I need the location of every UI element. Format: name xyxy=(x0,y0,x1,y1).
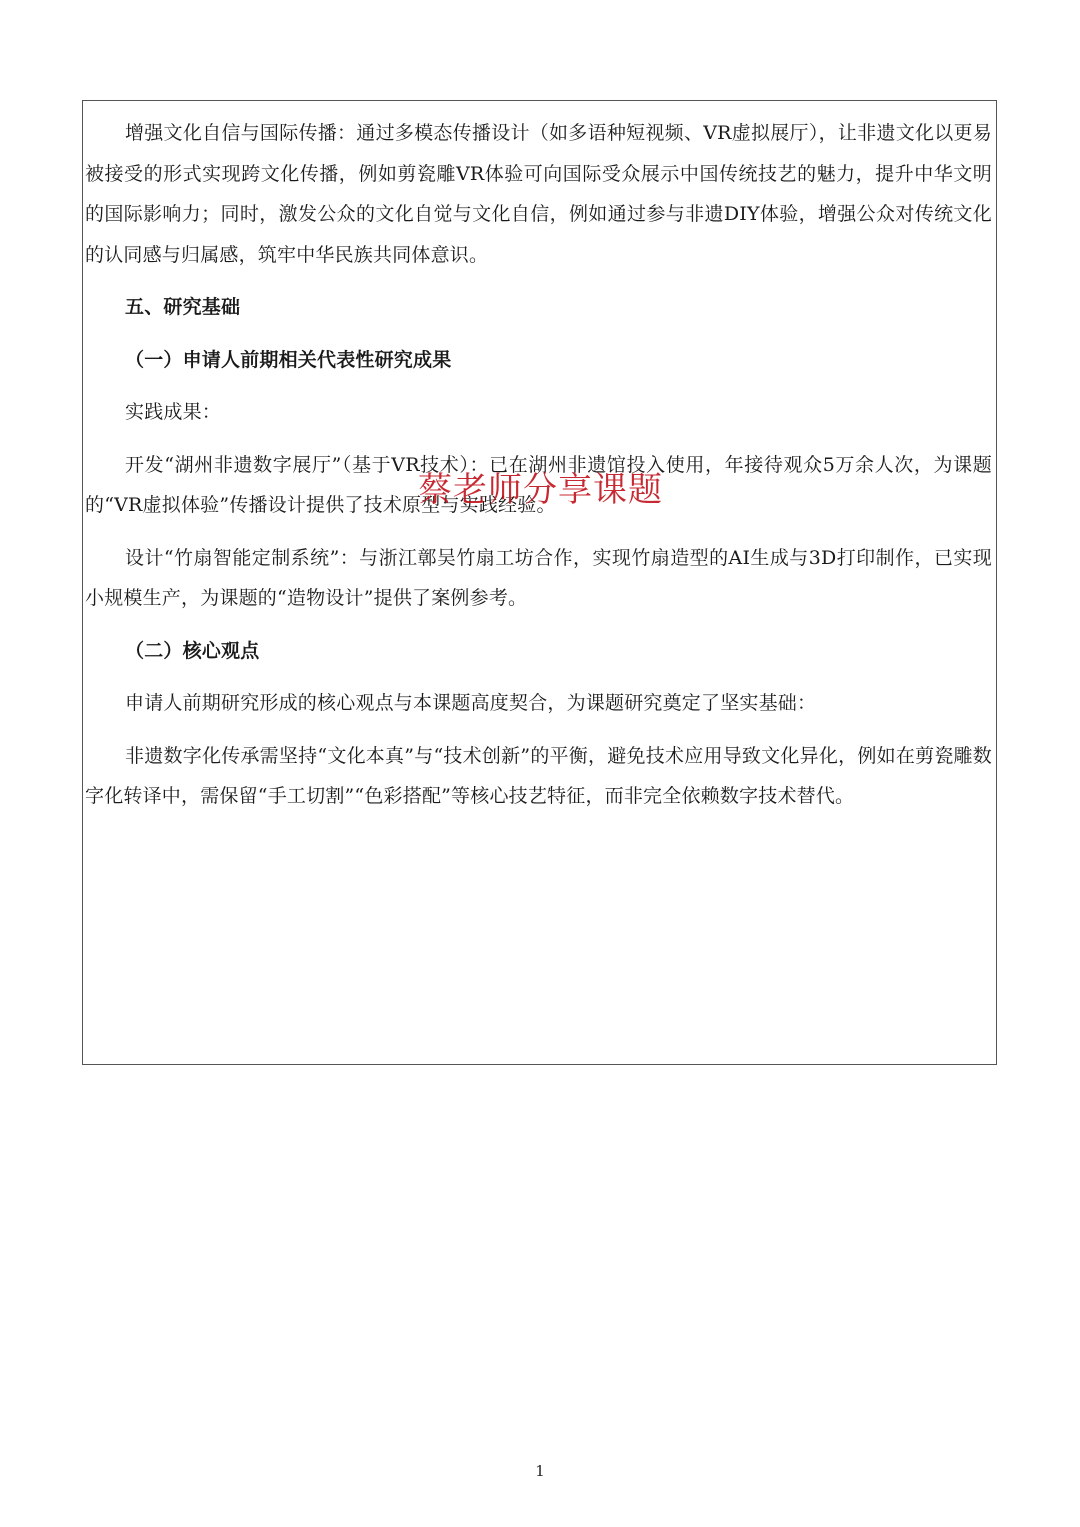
content-frame xyxy=(82,100,997,1065)
paragraph-core-views-intro: 申请人前期研究形成的核心观点与本课题高度契合，为课题研究奠定了坚实基础： xyxy=(125,692,817,714)
paragraph-practice-results: 实践成果： xyxy=(125,401,222,423)
paragraph-cultural-confidence: 增强文化自信与国际传播：通过多模态传播设计（如多语种短视频、VR虚拟展厅），让非遗文化以更易被接受的形式实现跨文化传播，例如剪瓷雕VR体验可向国际受众展示中国传统技艺的魅力，提升中华文明的国际影响力；同时，激发公众的文化自觉与文化自信，例如通过参与非遗DIY体验，增强公众对传统文化的认同感与归属感，筑牢中华民族共同体意识。 xyxy=(85,122,992,266)
subheading-prior-achievements: （一）申请人前期相关代表性研究成果 xyxy=(125,348,452,371)
subheading-core-views: （二）核心观点 xyxy=(125,639,260,662)
page-number: 1 xyxy=(535,1462,545,1480)
paragraph-fan-system: 设计“竹扇智能定制系统”：与浙江鄣吴竹扇工坊合作，实现竹扇造型的AI生成与3D打印制作，已实现小规模生产，为课题的“造物设计”提供了案例参考。 xyxy=(85,546,992,609)
paragraph-core-views-detail: 非遗数字化传承需坚持“文化本真”与“技术创新”的平衡，避免技术应用导致文化异化，例如在剪瓷雕数字化转译中，需保留“手工切割”“色彩搭配”等核心技艺特征，而非完全依赖数字技术替代。 xyxy=(85,744,992,807)
section-heading-research-basis: 五、研究基础 xyxy=(125,296,241,318)
paragraph-digital-exhibition: 开发“湖州非遗数字展厅”（基于VR技术）：已在湖州非遗馆投入使用，年接待观众5万余人次，为课题的“VR虚拟体验”传播设计提供了技术原型与实践经验。 xyxy=(85,453,992,516)
watermark-text: 蔡老师分享课题 xyxy=(418,470,663,510)
